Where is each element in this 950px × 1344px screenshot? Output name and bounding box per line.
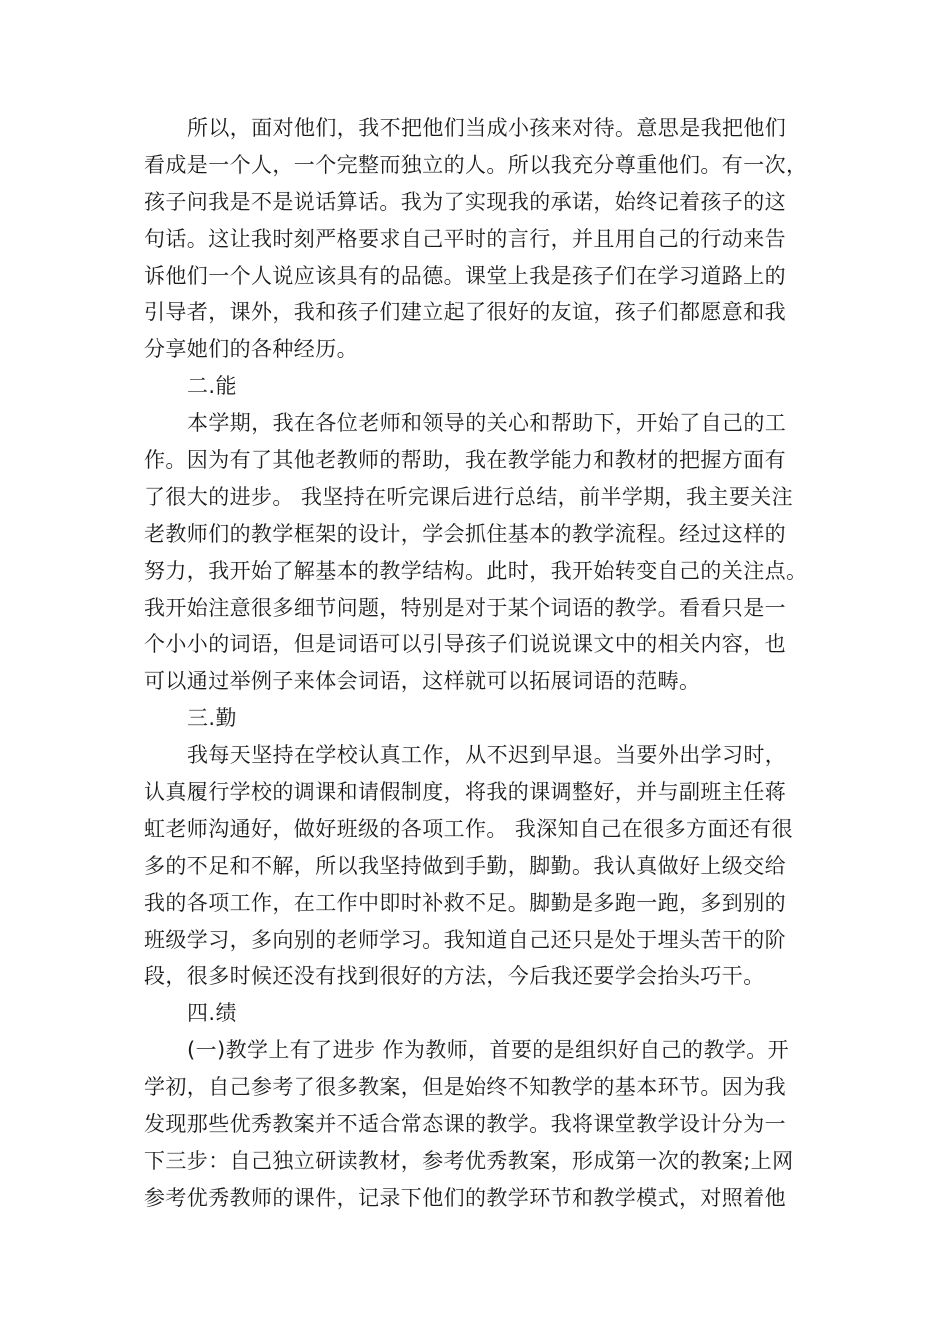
paragraph-first-line: 我每天坚持在学校认真工作，从不迟到早退。当要外出学习时， [187, 743, 787, 768]
paragraph-first-line: 所以，面对他们，我不把他们当成小孩来对待。意思是我把他们 [187, 116, 787, 140]
paragraph-first-line: 四.绩 [187, 1001, 237, 1026]
paragraph-line: 句话。这让我时刻严格要求自己平时的言行，并且用自己的行动来告 [144, 226, 786, 251]
paragraph-line: 学初，自己参考了很多教案，但是始终不知教学的基本环节。因为我 [144, 1075, 786, 1100]
paragraph-line: 孩子问我是不是说话算话。我为了实现我的承诺，始终记着孩子的这 [144, 189, 786, 214]
paragraph-line: 个小小的词语，但是词语可以引导孩子们说说课文中的相关内容，也 [144, 632, 786, 657]
paragraph-line: 多的不足和不解，所以我坚持做到手勤，脚勤。我认真做好上级交给 [144, 853, 786, 878]
paragraph-line: 我的各项工作，在工作中即时补救不足。脚勤是多跑一跑，多到别的 [144, 890, 786, 915]
paragraph-line: 我开始注意很多细节问题，特别是对于某个词语的教学。看看只是一 [144, 595, 786, 620]
paragraph-line: 老教师们的教学框架的设计，学会抓住基本的教学流程。经过这样的 [144, 521, 786, 546]
paragraph-first-line: 本学期，我在各位老师和领导的关心和帮助下，开始了自己的工 [187, 411, 787, 436]
paragraph-line: 发现那些优秀教案并不适合常态课的教学。我将课堂教学设计分为一 [144, 1112, 786, 1137]
document-body [144, 110, 812, 1217]
paragraph-line: 引导者，课外，我和孩子们建立起了很好的友谊，孩子们都愿意和我 [144, 300, 786, 325]
paragraph-line: 下三步：自己独立研读教材，参考优秀教案，形成第一次的教案;上网 [144, 1148, 794, 1173]
paragraph-line: 班级学习，多向别的老师学习。我知道自己还只是处于埋头苦干的阶 [144, 927, 786, 952]
paragraph-line: 分享她们的各种经历。 [144, 337, 358, 362]
paragraph-first-line: 二.能 [187, 374, 237, 399]
paragraph-line: 虹老师沟通好，做好班级的各项工作。 我深知自己在很多方面还有很 [144, 816, 794, 841]
paragraph-line: 认真履行学校的调课和请假制度，将我的课调整好，并与副班主任蒋 [144, 780, 786, 805]
paragraph-line: 努力，我开始了解基本的教学结构。此时，我开始转变自己的关注点。 [144, 558, 808, 583]
paragraph-first-line: (一)教学上有了进步 作为教师，首要的是组织好自己的教学。开 [187, 1038, 790, 1063]
paragraph-first-line: 三.勤 [187, 706, 237, 731]
paragraph-line: 段，很多时候还没有找到很好的方法，今后我还要学会抬头巧干。 [144, 964, 765, 989]
paragraph-line: 了很大的进步。 我坚持在听完课后进行总结，前半学期，我主要关注 [144, 484, 794, 509]
paragraph-line: 可以通过举例子来体会词语，这样就可以拓展词语的范畴。 [144, 669, 701, 694]
paragraph-line: 参考优秀教师的课件，记录下他们的教学环节和教学模式，对照着他 [144, 1185, 786, 1210]
paragraph-line: 看成是一个人，一个完整而独立的人。所以我充分尊重他们。有一次， [144, 152, 808, 177]
paragraph-line: 作。因为有了其他老教师的帮助，我在教学能力和教材的把握方面有 [144, 448, 786, 473]
paragraph-line: 诉他们一个人说应该具有的品德。课堂上我是孩子们在学习道路上的 [144, 263, 786, 288]
